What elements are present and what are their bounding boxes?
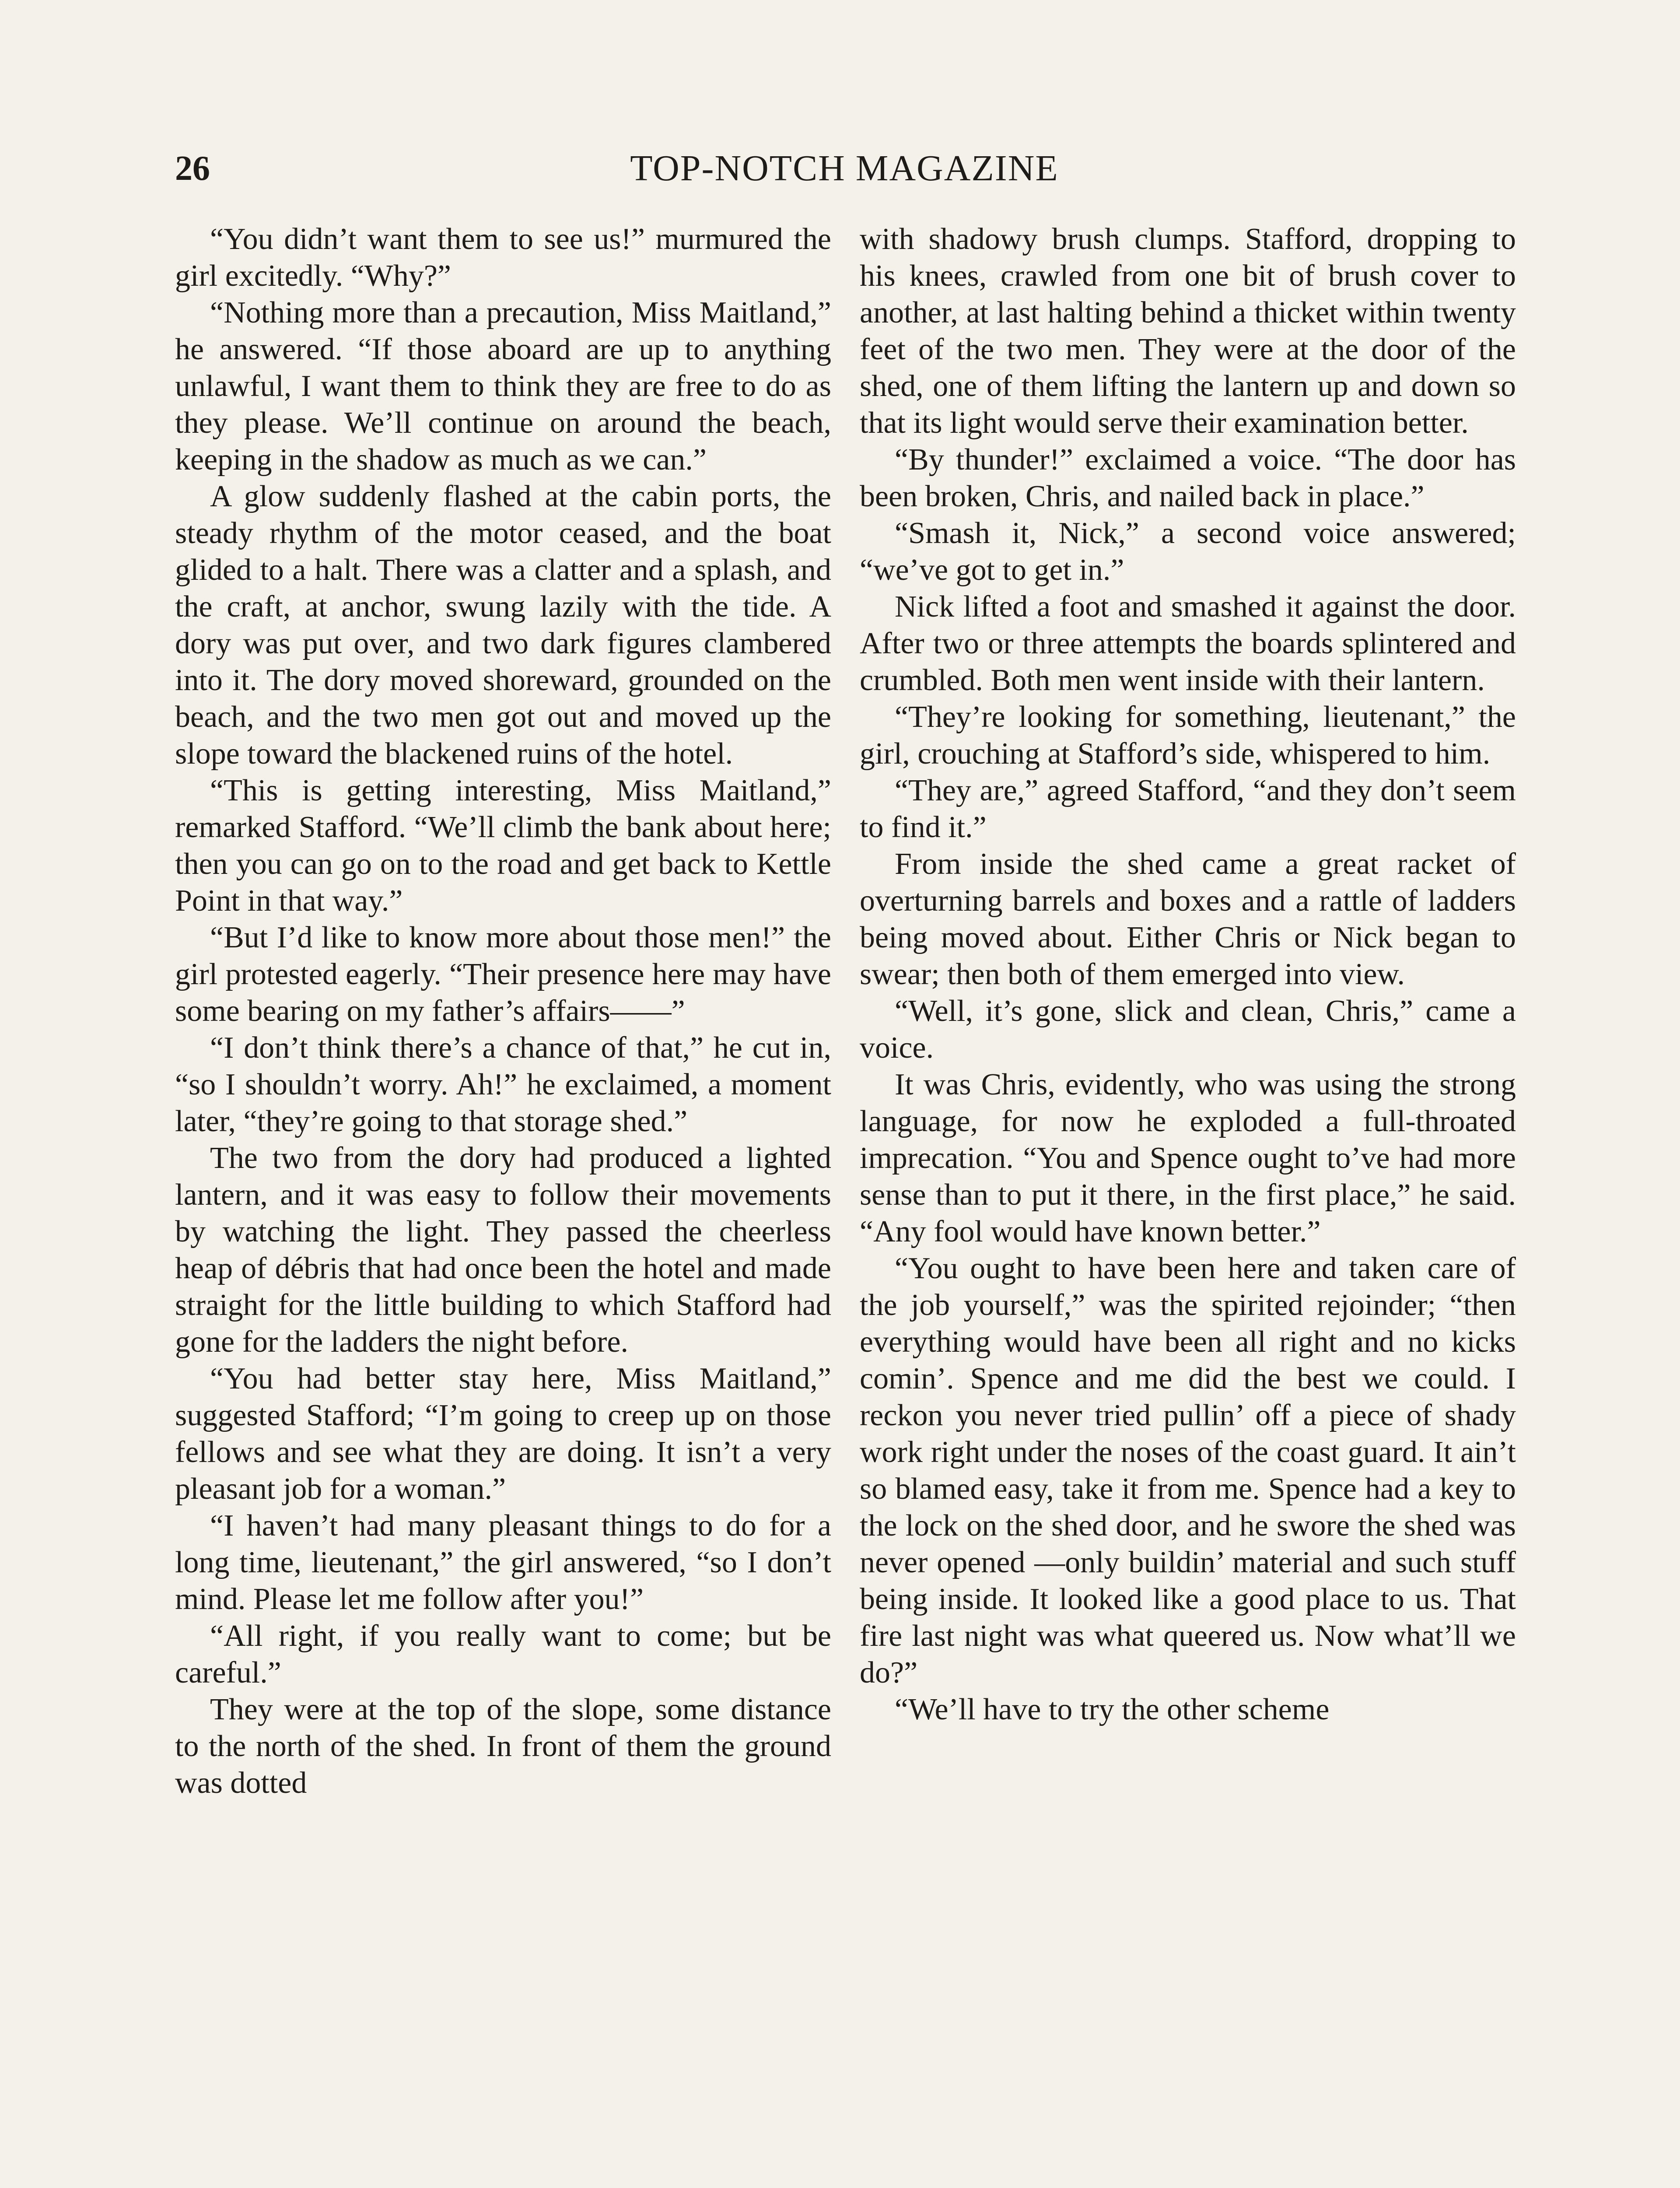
paragraph: “I don’t think there’s a chance of that,” he cut in, “so I shouldn’t worry. Ah!” he exclaimed, a moment later, “they’re going to that storage shed.” bbox=[175, 1031, 831, 1138]
paragraph: “All right, if you really want to come; but be careful.” bbox=[175, 1619, 831, 1690]
paragraph: “Nothing more than a precaution, Miss Maitland,” he answered. “If those aboard are up to anything unlawful, I want them to think they are free to do as they please. We’ll continue on around the beach, keeping in the shadow as much as we can.” bbox=[175, 296, 831, 477]
paragraph: “But I’d like to know more about those men!” the girl protested eagerly. “Their presence here may have some bearing on my father’s affairs——” bbox=[175, 921, 831, 1028]
paragraph: “They’re looking for something, lieutenant,” the girl, crouching at Stafford’s side, whispered to him. bbox=[860, 700, 1516, 771]
paragraph: “By thunder!” exclaimed a voice. “The door has been broken, Chris, and nailed back in place.” bbox=[860, 443, 1516, 513]
paragraph: “Well, it’s gone, slick and clean, Chris,” came a voice. bbox=[860, 994, 1516, 1065]
running-header bbox=[175, 144, 1514, 201]
paragraph: Nick lifted a foot and smashed it against the door. After two or three attempts the boards splintered and crumbled. Both men went inside with their lantern. bbox=[860, 590, 1516, 697]
paragraph: “We’ll have to try the other scheme bbox=[895, 1693, 1330, 1726]
paragraph: “This is getting interesting, Miss Maitland,” remarked Stafford. “We’ll climb the bank about here; then you can go on to the road and get back to Kettle Point in that way.” bbox=[175, 774, 831, 918]
paragraph: It was Chris, evidently, who was using the strong language, for now he exploded a full-throated imprecation. “You and Spence ought to’ve had more sense than to put it there, in the first place,” he said. “Any fool would have known better.” bbox=[860, 1068, 1516, 1248]
paragraph: “You didn’t want them to see us!” murmured the girl excitedly. “Why?” bbox=[175, 222, 831, 293]
paragraph: “Smash it, Nick,” a second voice answered; “we’ve got to get in.” bbox=[860, 516, 1516, 587]
left-column bbox=[175, 221, 831, 2188]
page-number: 26 bbox=[175, 149, 210, 188]
paragraph: “You ought to have been here and taken care of the job yourself,” was the spirited rejoinder; “then everything would have been all right and no kicks comin’. Spence and me did the best we could. I reckon you never tried pullin’ off a piece of shady work right under the noses of the coast guard. It ain’t so blamed easy, take it from me. Spence had a key to the lock on the shed door, and he swore the shed was never opened —only buildin’ material and such stuff being inside. It looked like a good place to us. That fire last night was what queered us. Now what’ll we do?” bbox=[860, 1252, 1516, 1690]
paragraph: with shadowy brush clumps. Stafford, dropping to his knees, crawled from one bit of brush cover to another, at last halting behind a thicket within twenty feet of the two men. They were at the door of the shed, one of them lifting the lantern up and down so that its light would serve their examination better. bbox=[860, 222, 1516, 440]
paragraph: They were at the top of the slope, some distance to the north of the shed. In front of them the ground was dotted bbox=[175, 1693, 831, 1800]
right-column bbox=[860, 221, 1516, 2188]
paragraph: A glow suddenly flashed at the cabin ports, the steady rhythm of the motor ceased, and the boat glided to a halt. There was a clatter and a splash, and the craft, at anchor, swung lazily with the tide. A dory was put over, and two dark figures clambered into it. The dory moved shoreward, grounded on the beach, and the two men got out and moved up the slope toward the blackened ruins of the hotel. bbox=[175, 480, 831, 771]
paragraph: “You had better stay here, Miss Maitland,” suggested Stafford; “I’m going to creep up on those fellows and see what they are doing. It isn’t a very pleasant job for a woman.” bbox=[175, 1362, 831, 1506]
paragraph: The two from the dory had produced a lighted lantern, and it was easy to follow their movements by watching the light. They passed the cheerless heap of débris that had once been the hotel and made straight for the little building to which Stafford had gone for the ladders the night before. bbox=[175, 1141, 831, 1359]
paragraph: “They are,” agreed Stafford, “and they don’t seem to find it.” bbox=[860, 774, 1516, 844]
paragraph: “I haven’t had many pleasant things to do for a long time, lieutenant,” the girl answered, “so I don’t mind. Please let me follow after you!” bbox=[175, 1509, 831, 1616]
running-title: TOP-NOTCH MAGAZINE bbox=[630, 148, 1059, 189]
paragraph: From inside the shed came a great racket of overturning barrels and boxes and a rattle of ladders being moved about. Either Chris or Nick began to swear; then both of them emerged into view. bbox=[860, 847, 1516, 991]
